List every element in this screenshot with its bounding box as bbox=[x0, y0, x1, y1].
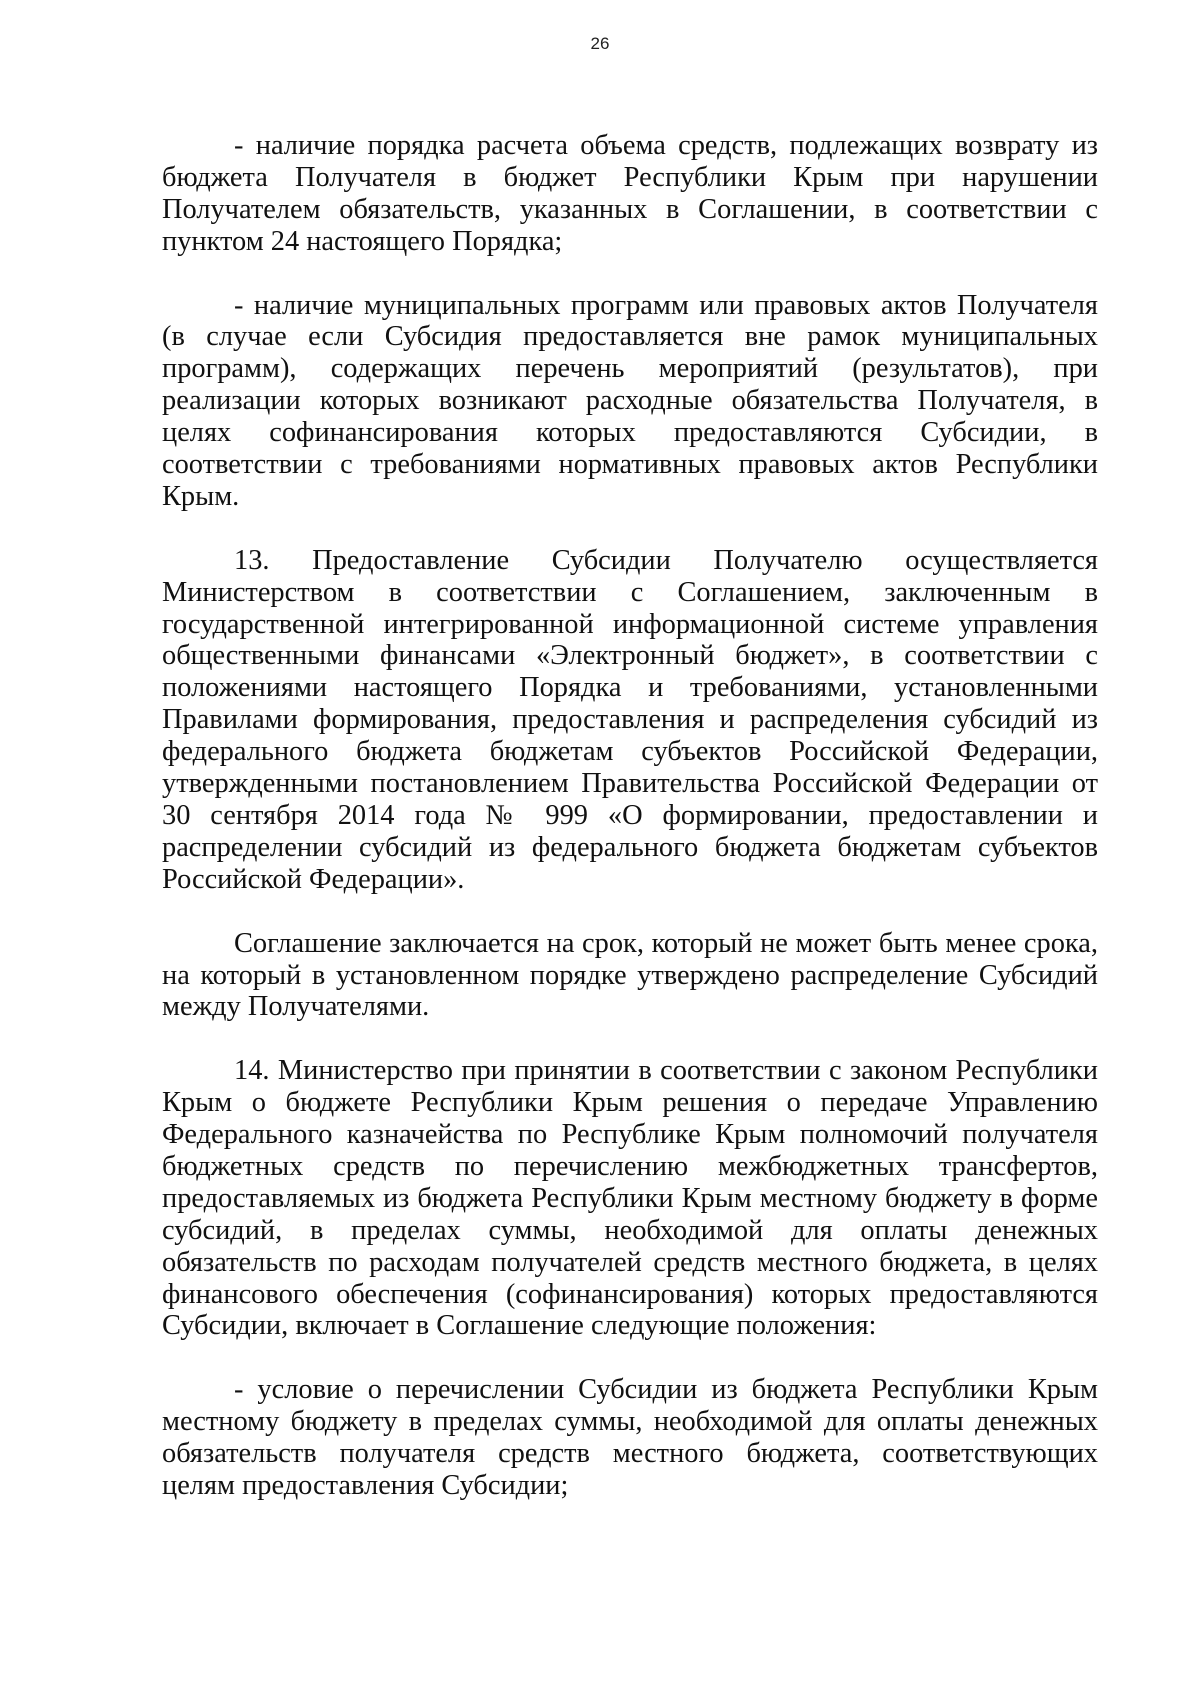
paragraph-clause-13: 13. Предоставление Субсидии Получателю осуществляется Министерством в соответствии с Соглашением, заключенным в государственной интегрированной информационной системе управления общественными финансами «Электронный бюджет», в соответствии с положениями настоящего Порядка и требованиями, установленными Правилами формирования, предоставления и распределения субсидий из федерального бюджета бюджетам субъектов Российской Федерации, утвержденными постановлением Правительства Российской Федерации от 30 сентября 2014 года № 999 «О формировании, предоставлении и распределении субсидий из федерального бюджета бюджетам субъектов Российской Федерации». bbox=[162, 544, 1098, 895]
paragraph-municipal-programs: - наличие муниципальных программ или правовых актов Получателя (в случае если Субсидия предоставляется вне рамок муниципальных программ), содержащих перечень мероприятий (результатов), при реализации которых возникают расходные обязательства Получателя, в целях софинансирования которых предоставляются Субсидии, в соответствии с требованиями нормативных правовых актов Республики Крым. bbox=[162, 289, 1098, 512]
document-body bbox=[162, 130, 1098, 1534]
paragraph-return-calculation: - наличие порядка расчета объема средств, подлежащих возврату из бюджета Получателя в бюджет Республики Крым при нарушении Получателем обязательств, указанных в Соглашении, в соответствии с пунктом 24 настоящего Порядка; bbox=[162, 130, 1098, 257]
paragraph-agreement-term: Соглашение заключается на срок, который не может быть менее срока, на который в установленном порядке утверждено распределение Субсидий между Получателями. bbox=[162, 927, 1098, 1023]
page-number: 26 bbox=[590, 34, 610, 53]
paragraph-clause-14: 14. Министерство при принятии в соответствии с законом Республики Крым о бюджете Республики Крым решения о передаче Управлению Федерального казначейства по Республике Крым полномочий получателя бюджетных средств по перечислению межбюджетных трансфертов, предоставляемых из бюджета Республики Крым местному бюджету в форме субсидий, в пределах суммы, необходимой для оплаты денежных обязательств по расходам получателей средств местного бюджета, в целях финансового обеспечения (софинансирования) которых предоставляются Субсидии, включает в Соглашение следующие положения: bbox=[162, 1055, 1098, 1342]
paragraph-transfer-condition: - условие о перечислении Субсидии из бюджета Республики Крым местному бюджету в пределах суммы, необходимой для оплаты денежных обязательств получателя средств местного бюджета, соответствующих целям предоставления Субсидии; bbox=[162, 1374, 1098, 1501]
